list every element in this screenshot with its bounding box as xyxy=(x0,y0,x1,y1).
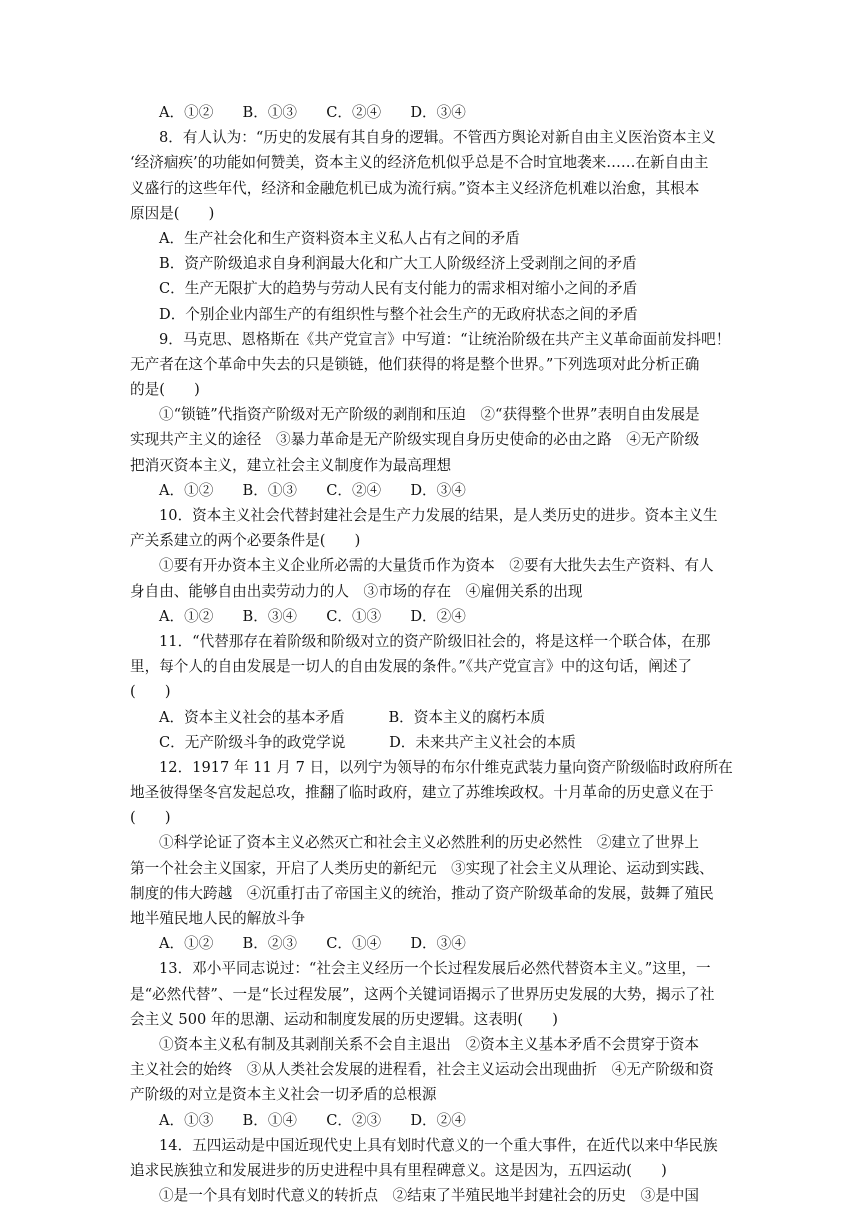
statements-q12: 制度的伟大跨越 ④沉重打击了帝国主义的统治，推动了资产阶级革命的发展，鼓舞了殖民 xyxy=(130,884,714,902)
question-9-line: 9．马克思、恩格斯在《共产党宣言》中写道：“让统治阶级在共产主义革命面前发抖吧！ xyxy=(159,330,731,348)
question-13-line: 是“必然代替”、一是“长过程发展”，这两个关键词语揭示了世界历史发展的大势，揭示了社 xyxy=(130,985,715,1003)
option-d-q8: D．个别企业内部生产的有组织性与整个社会生产的无政府状态之间的矛盾 xyxy=(159,305,638,323)
statements-q12: 地半殖民地人民的解放斗争 xyxy=(130,910,306,927)
option-b-q8: B．资产阶级追求自身利润最大化和广大工人阶级经济上受剥削之间的矛盾 xyxy=(159,255,637,273)
question-13-line: 会主义 500 年的思潮、运动和制度发展的历史逻辑。这表明( ) xyxy=(130,1010,558,1028)
answer-options-q10: A．①② B．③④ C．①③ D．②④ xyxy=(159,607,466,625)
question-12-line: 地圣彼得堡冬宫发起总攻，推翻了临时政府，建立了苏维埃政权。十月革命的历史意义在于 xyxy=(130,784,714,802)
answer-options-q13: A．①③ B．①④ C．②③ D．②④ xyxy=(159,1111,466,1129)
statements-q10: 身自由、能够自由出卖劳动力的人 ③市场的存在 ④雇佣关系的出现 xyxy=(130,582,583,600)
question-11-line: 里，每个人的自由发展是一切人的自由发展的条件。”《共产党宣言》中的这句话，阐述了 xyxy=(130,658,693,676)
answer-options-q11: C．无产阶级斗争的政党学说 D．未来共产主义社会的本质 xyxy=(159,733,576,751)
statements-q10: ①要有开办资本主义企业所必需的大量货币作为资本 ②要有大批失去生产资料、有人 xyxy=(159,557,714,575)
question-8-line: 8．有人认为：“历史的发展有其自身的逻辑。不管西方舆论对新自由主义医治资本主义 xyxy=(159,129,716,147)
statements-q9: ①“锁链”代指资产阶级对无产阶级的剥削和压迫 ②“获得整个世界”表明自由发展是 xyxy=(159,406,700,424)
question-12-line: ( ) xyxy=(130,809,171,827)
question-8-line: 原因是( ) xyxy=(130,204,215,222)
question-11-line: ( ) xyxy=(130,683,171,701)
question-10-line: 10．资本主义社会代替封建社会是生产力发展的结果，是人类历史的进步。资本主义生 xyxy=(159,507,718,524)
option-a-q8: A．生产社会化和生产资料资本主义私人占有之间的矛盾 xyxy=(159,229,520,247)
question-12-line: 12．1917 年 11 月 7 日，以列宁为领导的布尔什维克武装力量向资产阶级临时政府所在 xyxy=(159,758,733,776)
option-c-q8: C．生产无限扩大的趋势与劳动人民有支付能力的需求相对缩小之间的矛盾 xyxy=(159,280,638,298)
question-9-line: 的是( ) xyxy=(130,381,200,399)
statements-q13: 产阶级的对立是资本主义社会一切矛盾的总根源 xyxy=(130,1086,437,1104)
answer-options-q11: A．资本主义社会的基本矛盾 B．资本主义的腐朽本质 xyxy=(159,708,546,726)
answer-options-q12: A．①② B．②③ C．①④ D．③④ xyxy=(159,935,466,953)
statements-q14: ①是一个具有划时代意义的转折点 ②结束了半殖民地半封建社会的历史 ③是中国 xyxy=(159,1187,699,1205)
question-9-line: 无产者在这个革命中失去的只是锁链，他们获得的将是整个世界。”下列选项对此分析正确 xyxy=(130,355,700,373)
answer-options-q7: A．①② B．①③ C．②④ D．③④ xyxy=(159,104,466,121)
question-14-line: 14．五四运动是中国近现代史上具有划时代意义的一个重大事件，在近代以来中华民族 xyxy=(159,1136,718,1154)
question-13-line: 13．邓小平同志说过：“社会主义经历一个长过程发展后必然代替资本主义。”这里，一 xyxy=(159,960,711,978)
document-page xyxy=(130,100,736,1208)
statements-q12: ①科学论证了资本主义必然灭亡和社会主义必然胜利的历史必然性 ②建立了世界上 xyxy=(159,834,699,852)
statements-q13: 主义社会的始终 ③从人类社会发展的进程看，社会主义运动会出现曲折 ④无产阶级和资 xyxy=(130,1061,714,1079)
statements-q9: 把消灭资本主义，建立社会主义制度作为最高理想 xyxy=(130,456,452,474)
question-14-line: 追求民族独立和发展进步的历史进程中具有里程碑意义。这是因为，五四运动( ) xyxy=(130,1161,667,1179)
question-8-line: ‘经济痼疾’的功能如何赞美，资本主义的经济危机似乎总是不合时宜地袭来……在新自由主 xyxy=(130,154,709,172)
statements-q9: 实现共产主义的途径 ③暴力革命是无产阶级实现自身历史使命的必由之路 ④无产阶级 xyxy=(130,431,700,449)
question-10-line: 产关系建立的两个必要条件是( ) xyxy=(130,532,361,550)
statements-q12: 第一个社会主义国家，开启了人类历史的新纪元 ③实现了社会主义从理论、运动到实践、 xyxy=(130,859,714,877)
statements-q13: ①资本主义私有制及其剥削关系不会自主退出 ②资本主义基本矛盾不会贯穿于资本 xyxy=(159,1035,699,1053)
question-8-line: 义盛行的这些年代，经济和金融危机已成为流行病。”资本主义经济危机难以治愈，其根本 xyxy=(130,179,700,197)
answer-options-q9: A．①② B．①③ C．②④ D．③④ xyxy=(159,481,466,499)
question-11-line: 11．“代替那存在着阶级和阶级对立的资产阶级旧社会的，将是这样一个联合体，在那 xyxy=(159,632,711,650)
